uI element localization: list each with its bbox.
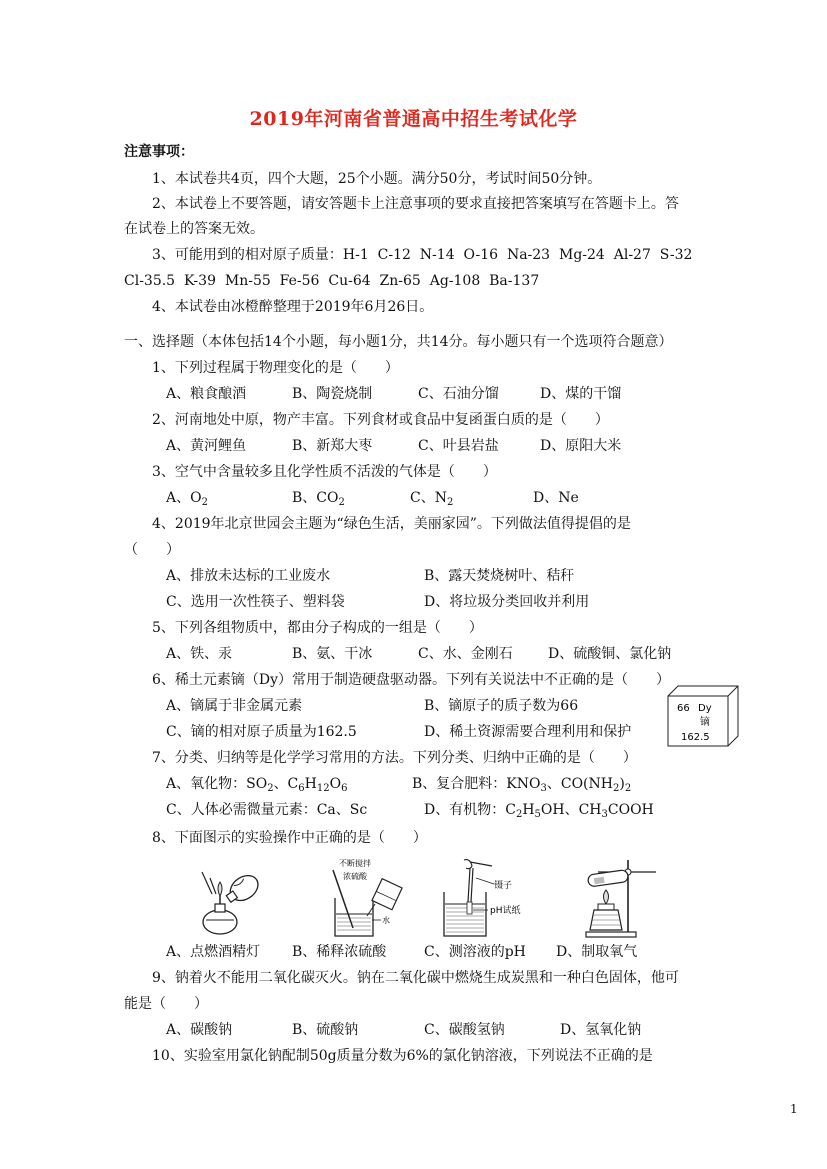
q2-option-a: A、黄河鲤鱼 — [166, 438, 247, 454]
q1-option-b: B、陶瓷烧制 — [292, 386, 373, 402]
q7-b-s2: 2 — [612, 783, 620, 794]
q6-option-a: A、镝属于非金属元素 — [166, 698, 303, 714]
element-card — [668, 686, 738, 750]
note-3-cont: Cl-35.5 K-39 Mn-55 Fe-56 Cu-64 Zn-65 Ag-108 Ba-137 — [124, 273, 540, 289]
note-3: 3、可能用到的相对原子质量：H-1 C-12 N-14 O-16 Na-23 Mg-24 Al-27 S-32 — [152, 247, 693, 263]
q7-a-s2: 6 — [298, 783, 305, 794]
q6-option-c: C、镝的相对原子质量为162.5 — [166, 724, 357, 740]
element-symbol: Dy — [698, 703, 712, 714]
q1-option-a: A、粮食酿酒 — [166, 386, 247, 402]
q7-a-t2: 、C — [273, 776, 299, 792]
q10-stem: 10、实验室用氯化钠配制50g质量分数为6%的氯化钠溶液，下列说法不正确的是 — [152, 1048, 653, 1064]
q8-option-c: C、测溶液的pH — [424, 944, 526, 960]
q7-d-t2: H — [522, 802, 535, 818]
q7-option-c: C、人体必需微量元素：Ca、Sc — [166, 802, 368, 818]
q3-option-b — [292, 489, 345, 507]
q7-option-b — [412, 775, 631, 793]
element-name: 镝 — [700, 717, 710, 728]
label-stir: 不断搅拌 — [339, 859, 371, 868]
q1-stem: 1、下列过程属于物理变化的是（ ） — [152, 360, 399, 376]
q2-stem: 2、河南地处中原，物产丰富。下列食材或食品中复函蛋白质的是（ ） — [152, 412, 609, 428]
q5-option-b: B、氨、干冰 — [292, 646, 373, 662]
label-acid: 浓硫酸 — [343, 872, 367, 881]
figure-measure-ph — [440, 858, 532, 940]
q9-stem-cont: 能是（ ） — [124, 996, 208, 1012]
q4-stem-cont: （ ） — [124, 542, 180, 558]
element-mass: 162.5 — [681, 732, 710, 743]
q9-option-d: D、氢氧化钠 — [560, 1022, 642, 1038]
q7-b-t3: ) — [619, 776, 625, 792]
q5-option-a: A、铁、汞 — [166, 646, 233, 662]
note-1: 1、本试卷共4页，四个大题，25个小题。满分50分，考试时间50分钟。 — [152, 171, 602, 187]
q7-b-t1: B、复合肥料：KNO — [412, 776, 541, 792]
q7-a-s4: 6 — [341, 783, 348, 794]
q7-d-t4: COOH — [607, 802, 654, 818]
q6-option-d: D、稀土资源需要合理利用和保护 — [424, 724, 632, 740]
q3-b-sub: 2 — [338, 497, 345, 508]
q7-a-t3: H — [304, 776, 317, 792]
note-2-cont: 在试卷上的答案无效。 — [124, 221, 264, 237]
q4-stem: 4、2019年北京世园会主题为“绿色生活，美丽家园”。下列做法值得提倡的是 — [152, 516, 631, 532]
q5-option-d: D、硫酸铜、氯化钠 — [548, 646, 672, 662]
q9-option-b: B、硫酸钠 — [292, 1022, 359, 1038]
q5-stem: 5、下列各组物质中，都由分子构成的一组是（ ） — [152, 620, 483, 636]
q7-b-s3: 2 — [624, 783, 632, 794]
q3-stem: 3、空气中含量较多且化学性质不活泼的气体是（ ） — [152, 464, 497, 480]
label-ph-paper: pH试纸 — [490, 906, 521, 916]
q4-option-d: D、将垃圾分类回收并利用 — [424, 594, 590, 610]
q8-option-b: B、稀释浓硫酸 — [292, 944, 387, 960]
notes-heading: 注意事项： — [124, 144, 194, 160]
label-tweezers: 镊子 — [494, 881, 513, 891]
page-number: 1 — [790, 1102, 798, 1116]
label-water: 水 — [382, 916, 390, 925]
q3-b-text: B、CO — [292, 490, 339, 506]
q3-option-c — [410, 489, 453, 507]
figure-alcohol-lamp — [198, 868, 268, 938]
q4-option-a: A、排放未达标的工业废水 — [166, 568, 331, 584]
q2-option-c: C、叶县岩盐 — [418, 438, 499, 454]
page-title: 2019年河南省普通高中招生考试化学 — [249, 108, 578, 130]
q6-stem: 6、稀土元素镝（Dy）常用于制造硬盘驱动器。下列有关说法中不正确的是（ ） — [152, 672, 671, 688]
q7-d-s3: 3 — [601, 809, 608, 820]
q5-option-c: C、水、金刚石 — [418, 646, 513, 662]
q7-d-s1: 2 — [515, 809, 523, 820]
q7-option-a — [166, 775, 347, 793]
q7-d-s2: 5 — [534, 809, 541, 820]
note-2: 2、本试卷上不要答题，请安答题卡上注意事项的要求直接把答案填写在答题卡上。答 — [152, 196, 679, 212]
note-4: 4、本试卷由冰橙醉整理于2019年6月26日。 — [152, 299, 434, 315]
q7-d-t1: D、有机物：C — [424, 802, 516, 818]
q3-c-sub: 2 — [446, 497, 454, 508]
figure-dilute-acid — [325, 858, 415, 940]
q7-option-d — [424, 801, 654, 819]
q7-b-s1: 3 — [540, 783, 547, 794]
q2-option-b: B、新郑大枣 — [292, 438, 373, 454]
q3-option-a — [166, 489, 208, 507]
q3-c-text: C、N — [410, 490, 447, 506]
q6-option-b: B、镝原子的质子数为66 — [424, 698, 579, 714]
figure-oxygen — [584, 858, 664, 938]
q4-option-b: B、露天焚烧树叶、秸秆 — [424, 568, 575, 584]
q3-a-text: A、O — [166, 490, 202, 506]
q7-a-s1: 2 — [267, 783, 274, 794]
q7-stem: 7、分类、归纳等是化学学习常用的方法。下列分类、归纳中正确的是（ ） — [152, 750, 637, 766]
q1-option-d: D、煤的干馏 — [540, 386, 622, 402]
q3-option-d: D、Ne — [533, 490, 579, 506]
q3-a-sub: 2 — [201, 497, 208, 508]
q7-a-t1: A、氧化物：SO — [166, 776, 268, 792]
q8-option-d: D、制取氧气 — [556, 944, 638, 960]
q9-option-a: A、碳酸钠 — [166, 1022, 233, 1038]
q7-a-t4: O — [329, 776, 342, 792]
q4-option-c: C、选用一次性筷子、塑料袋 — [166, 594, 345, 610]
q8-stem: 8、下面图示的实验操作中正确的是（ ） — [152, 830, 427, 846]
section-heading: 一、选择题（本体包括14个小题，每小题1分，共14分。每小题只有一个选项符合题意） — [124, 334, 673, 350]
q2-option-d: D、原阳大米 — [540, 438, 622, 454]
q7-b-t2: 、CO(NH — [546, 776, 613, 792]
element-number: 66 — [677, 703, 690, 714]
q7-d-t3: OH、CH — [540, 802, 602, 818]
q8-option-a: A、点燃酒精灯 — [166, 944, 261, 960]
q9-stem: 9、钠着火不能用二氧化碳灭火。钠在二氧化碳中燃烧生成炭黑和一种白色固体，他可 — [152, 970, 679, 986]
q9-option-c: C、碳酸氢钠 — [424, 1022, 505, 1038]
q1-option-c: C、石油分馏 — [418, 386, 499, 402]
q7-a-s3: 12 — [316, 783, 330, 794]
